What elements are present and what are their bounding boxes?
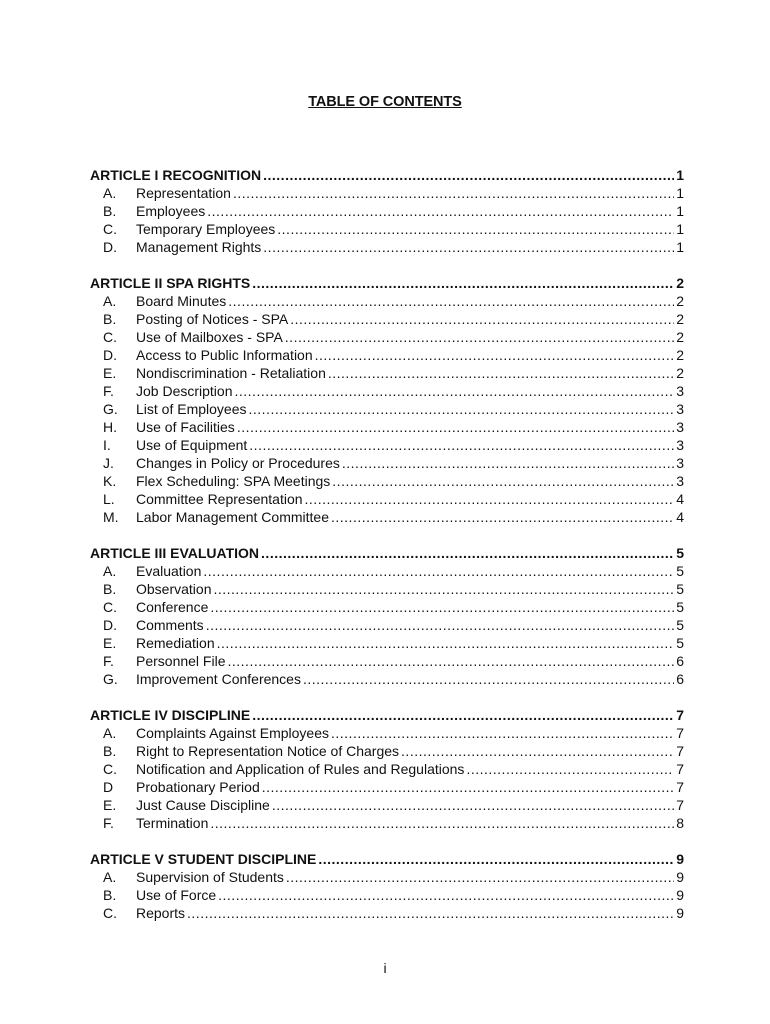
dot-leader (466, 760, 674, 778)
entry-letter: E. (103, 797, 117, 813)
entry-letter: G. (103, 401, 118, 417)
dot-leader (203, 562, 674, 580)
entry-page-number: 5 (676, 581, 684, 597)
entry-letter: B. (103, 743, 117, 759)
entry-title: Remediation (136, 635, 215, 651)
entry-letter: A. (103, 869, 117, 885)
entry-letter: E. (103, 635, 117, 651)
entry-page-number: 5 (676, 563, 684, 579)
toc-entry[interactable] (90, 472, 684, 490)
entry-page-number: 9 (676, 905, 684, 921)
toc-entry[interactable] (90, 418, 684, 436)
dot-leader (290, 310, 674, 328)
article-title: ARTICLE V STUDENT DISCIPLINE (90, 851, 317, 867)
entry-page-number: 3 (676, 401, 684, 417)
entry-letter: D. (103, 347, 117, 363)
entry-page-number: 2 (676, 293, 684, 309)
entry-letter: A. (103, 293, 117, 309)
entry-page-number: 3 (676, 473, 684, 489)
dot-leader (263, 166, 674, 184)
article-page-number: 5 (676, 545, 684, 561)
entry-letter: B. (103, 311, 117, 327)
entry-title: Job Description (136, 383, 233, 399)
toc-entry[interactable] (90, 328, 684, 346)
entry-letter: B. (103, 887, 117, 903)
entry-title: Observation (136, 581, 212, 597)
toc-entry[interactable] (90, 346, 684, 364)
entry-page-number: 1 (676, 221, 684, 237)
entry-letter: D. (103, 239, 117, 255)
entry-letter: C. (103, 599, 117, 615)
entry-page-number: 2 (676, 311, 684, 327)
entry-title: Board Minutes (136, 293, 227, 309)
entry-title: Nondiscrimination - Retaliation (136, 365, 326, 381)
toc-entry[interactable] (90, 814, 684, 832)
dot-leader (228, 652, 675, 670)
dot-leader (252, 706, 674, 724)
entry-page-number: 5 (676, 617, 684, 633)
table-of-contents (90, 166, 684, 940)
entry-title: Right to Representation Notice of Charges (136, 743, 400, 759)
entry-title: Flex Scheduling: SPA Meetings (136, 473, 331, 489)
toc-entry[interactable] (90, 598, 684, 616)
entry-page-number: 7 (676, 743, 684, 759)
entry-page-number: 6 (676, 653, 684, 669)
dot-leader (315, 346, 674, 364)
entry-page-number: 9 (676, 887, 684, 903)
entry-letter: K. (103, 473, 117, 489)
entry-page-number: 9 (676, 869, 684, 885)
entry-title: Access to Public Information (136, 347, 313, 363)
toc-entry[interactable] (90, 238, 684, 256)
entry-page-number: 5 (676, 599, 684, 615)
entry-page-number: 2 (676, 365, 684, 381)
entry-letter: E. (103, 365, 117, 381)
dot-leader (303, 670, 674, 688)
article-title: ARTICLE III EVALUATION (90, 545, 260, 561)
article-title: ARTICLE IV DISCIPLINE (90, 707, 251, 723)
dot-leader (328, 364, 674, 382)
dot-leader (272, 796, 674, 814)
toc-entry[interactable] (90, 184, 684, 202)
entry-page-number: 6 (676, 671, 684, 687)
dot-leader (228, 292, 674, 310)
article-page-number: 1 (676, 167, 684, 183)
entry-letter: C. (103, 905, 117, 921)
dot-leader (206, 616, 674, 634)
article-heading[interactable] (90, 850, 684, 868)
dot-leader (262, 778, 674, 796)
dot-leader (249, 400, 675, 418)
entry-letter: G. (103, 671, 118, 687)
toc-entry[interactable] (90, 760, 684, 778)
entry-title: Employees (136, 203, 206, 219)
dot-leader (332, 472, 674, 490)
dot-leader (342, 454, 674, 472)
entry-title: Management Rights (136, 239, 262, 255)
dot-leader (237, 418, 674, 436)
dot-leader (218, 886, 674, 904)
entry-page-number: 5 (676, 635, 684, 651)
entry-title: Labor Management Committee (136, 509, 329, 525)
dot-leader (210, 598, 674, 616)
entry-page-number: 3 (676, 437, 684, 453)
dot-leader (213, 580, 674, 598)
entry-letter: C. (103, 761, 117, 777)
entry-page-number: 7 (676, 761, 684, 777)
entry-page-number: 8 (676, 815, 684, 831)
entry-page-number: 3 (676, 383, 684, 399)
entry-page-number: 1 (676, 185, 684, 201)
entry-title: Reports (136, 905, 186, 921)
entry-title: Use of Mailboxes - SPA (136, 329, 283, 345)
entry-letter: J. (103, 455, 114, 471)
toc-entry[interactable] (90, 670, 684, 688)
entry-letter: D. (103, 617, 117, 633)
article-section (90, 274, 684, 526)
dot-leader (210, 814, 674, 832)
entry-page-number: 2 (676, 347, 684, 363)
toc-entry[interactable] (90, 292, 684, 310)
entry-letter: A. (103, 563, 117, 579)
dot-leader (318, 850, 674, 868)
entry-title: Evaluation (136, 563, 202, 579)
dot-leader (233, 184, 674, 202)
page-number: i (383, 960, 387, 976)
toc-entry[interactable] (90, 454, 684, 472)
toc-entry[interactable] (90, 616, 684, 634)
article-section (90, 850, 684, 922)
toc-entry[interactable] (90, 634, 684, 652)
dot-leader (249, 436, 674, 454)
dot-leader (235, 382, 675, 400)
dot-leader (263, 238, 674, 256)
article-page-number: 9 (676, 851, 684, 867)
entry-title: Temporary Employees (136, 221, 276, 237)
entry-title: Complaints Against Employees (136, 725, 329, 741)
entry-title: Probationary Period (136, 779, 260, 795)
entry-title: Improvement Conferences (136, 671, 301, 687)
entry-page-number: 3 (676, 419, 684, 435)
toc-entry[interactable] (90, 778, 684, 796)
toc-entry[interactable] (90, 490, 684, 508)
entry-title: Notification and Application of Rules and Regulations (136, 761, 465, 777)
article-heading[interactable] (90, 274, 684, 292)
toc-entry[interactable] (90, 382, 684, 400)
article-section (90, 166, 684, 256)
entry-page-number: 1 (676, 239, 684, 255)
dot-leader (331, 508, 674, 526)
entry-page-number: 1 (676, 203, 684, 219)
dot-leader (401, 742, 674, 760)
entry-title: Use of Facilities (136, 419, 235, 435)
entry-page-number: 4 (676, 509, 684, 525)
entry-page-number: 4 (676, 491, 684, 507)
entry-page-number: 3 (676, 455, 684, 471)
entry-title: Changes in Policy or Procedures (136, 455, 340, 471)
dot-leader (286, 868, 674, 886)
article-page-number: 7 (676, 707, 684, 723)
toc-entry[interactable] (90, 886, 684, 904)
entry-title: Posting of Notices - SPA (136, 311, 289, 327)
dot-leader (217, 634, 674, 652)
entry-title: List of Employees (136, 401, 247, 417)
dot-leader (207, 202, 674, 220)
dot-leader (277, 220, 674, 238)
entry-letter: B. (103, 203, 117, 219)
dot-leader (285, 328, 674, 346)
dot-leader (305, 490, 674, 508)
toc-entry[interactable] (90, 742, 684, 760)
toc-entry[interactable] (90, 364, 684, 382)
entry-letter: A. (103, 185, 117, 201)
toc-entry[interactable] (90, 562, 684, 580)
entry-letter: F. (103, 383, 114, 399)
toc-entry[interactable] (90, 202, 684, 220)
entry-page-number: 2 (676, 329, 684, 345)
article-title: ARTICLE I RECOGNITION (90, 167, 262, 183)
entry-letter: H. (103, 419, 117, 435)
entry-letter: C. (103, 221, 117, 237)
entry-letter: M. (103, 509, 119, 525)
article-title: ARTICLE II SPA RIGHTS (90, 275, 251, 291)
entry-page-number: 7 (676, 797, 684, 813)
entry-letter: B. (103, 581, 117, 597)
entry-letter: L. (103, 491, 115, 507)
toc-entry[interactable] (90, 580, 684, 598)
toc-entry[interactable] (90, 796, 684, 814)
article-heading[interactable] (90, 706, 684, 724)
toc-entry[interactable] (90, 724, 684, 742)
entry-letter: F. (103, 653, 114, 669)
dot-leader (261, 544, 674, 562)
entry-letter: C. (103, 329, 117, 345)
entry-title: Supervision of Students (136, 869, 284, 885)
dot-leader (252, 274, 674, 292)
entry-page-number: 7 (676, 725, 684, 741)
page-title: TABLE OF CONTENTS (308, 94, 462, 110)
entry-title: Use of Force (136, 887, 217, 903)
article-heading[interactable] (90, 166, 684, 184)
entry-letter: I. (103, 437, 111, 453)
entry-page-number: 7 (676, 779, 684, 795)
entry-title: Termination (136, 815, 209, 831)
article-heading[interactable] (90, 544, 684, 562)
toc-entry[interactable] (90, 508, 684, 526)
toc-entry[interactable] (90, 310, 684, 328)
toc-entry[interactable] (90, 868, 684, 886)
entry-letter: F. (103, 815, 114, 831)
entry-title: Use of Equipment (136, 437, 248, 453)
article-page-number: 2 (676, 275, 684, 291)
toc-entry[interactable] (90, 220, 684, 238)
toc-entry[interactable] (90, 652, 684, 670)
dot-leader (331, 724, 674, 742)
entry-title: Comments (136, 617, 204, 633)
toc-entry[interactable] (90, 904, 684, 922)
entry-title: Representation (136, 185, 231, 201)
entry-title: Personnel File (136, 653, 226, 669)
entry-title: Committee Representation (136, 491, 303, 507)
article-section (90, 544, 684, 688)
article-section (90, 706, 684, 832)
dot-leader (187, 904, 674, 922)
entry-title: Just Cause Discipline (136, 797, 270, 813)
entry-title: Conference (136, 599, 209, 615)
entry-letter: D (103, 779, 114, 795)
toc-entry[interactable] (90, 400, 684, 418)
entry-letter: A. (103, 725, 117, 741)
toc-entry[interactable] (90, 436, 684, 454)
